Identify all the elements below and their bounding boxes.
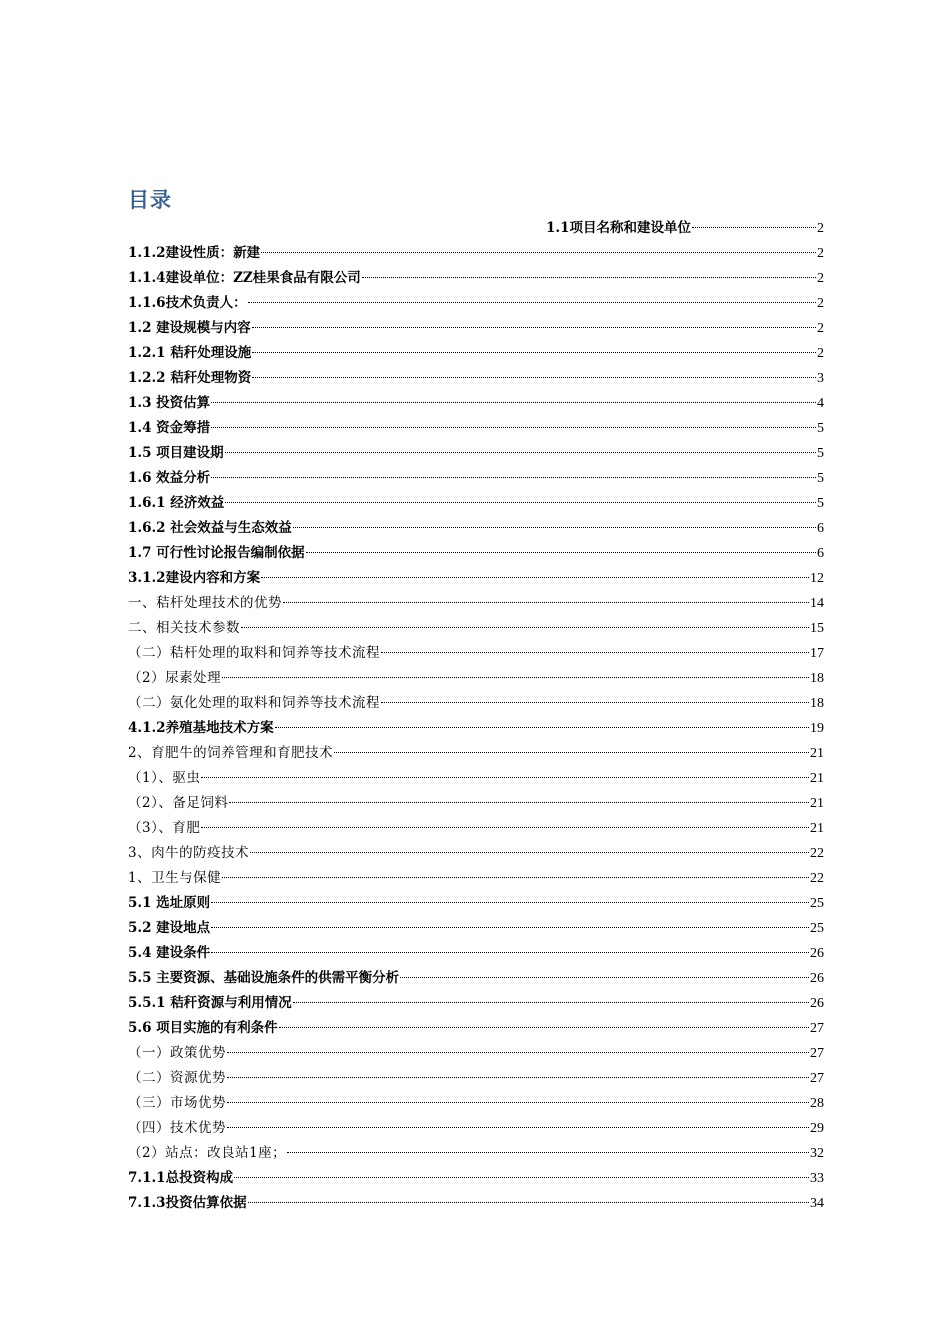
toc-entry[interactable] <box>128 1141 824 1166</box>
toc-entry-page-number: 3 <box>817 371 824 386</box>
toc-entry-page-number: 5 <box>817 496 824 511</box>
toc-entry-label: 5.6 项目实施的有利条件 <box>128 1020 278 1036</box>
toc-entry-page-number: 27 <box>810 1046 824 1061</box>
toc-dot-leader <box>201 777 809 778</box>
toc-entry-page-number: 6 <box>817 546 824 561</box>
toc-entry-label: 1.6 效益分析 <box>128 470 211 486</box>
toc-entry-label: 7.1.3投资估算依据 <box>128 1195 247 1211</box>
toc-entry-label: 1.4 资金筹措 <box>128 420 211 436</box>
toc-dot-leader <box>362 277 816 278</box>
toc-entry-label: （2）站点：改良站1座； <box>128 1145 287 1161</box>
toc-dot-leader <box>381 652 809 653</box>
toc-dot-leader <box>211 927 809 928</box>
toc-entry[interactable] <box>128 641 824 666</box>
toc-dot-leader <box>211 477 816 478</box>
toc-entry[interactable] <box>128 416 824 441</box>
toc-dot-leader <box>252 377 816 378</box>
toc-dot-leader <box>222 677 809 678</box>
toc-entry[interactable] <box>128 916 824 941</box>
toc-entry[interactable] <box>128 1191 824 1216</box>
toc-entry-label: （二）氨化处理的取料和饲养等技术流程 <box>128 695 380 711</box>
toc-dot-leader <box>250 852 809 853</box>
toc-dot-leader <box>283 602 809 603</box>
toc-dot-leader <box>225 502 816 503</box>
toc-dot-leader <box>252 327 816 328</box>
toc-entry[interactable] <box>128 691 824 716</box>
toc-entry-page-number: 2 <box>817 271 824 286</box>
toc-entry-label: 1.1项目名称和建设单位 <box>546 220 691 236</box>
toc-title: 目录 <box>128 188 172 212</box>
toc-entry[interactable] <box>128 1041 824 1066</box>
toc-entry-label: 1.1.4建设单位：ZZ桂果食品有限公司 <box>128 270 361 286</box>
toc-entry-page-number: 15 <box>810 621 824 636</box>
toc-entry-label: 4.1.2养殖基地技术方案 <box>128 720 274 736</box>
toc-entry-page-number: 22 <box>810 871 824 886</box>
toc-dot-leader <box>227 1052 809 1053</box>
toc-dot-leader <box>234 1177 809 1178</box>
toc-entry[interactable] <box>128 1166 824 1191</box>
toc-entry-label: 1.5 项目建设期 <box>128 445 224 461</box>
toc-entry-label: （二）资源优势 <box>128 1070 226 1086</box>
toc-dot-leader <box>248 302 816 303</box>
toc-entry[interactable] <box>128 741 824 766</box>
toc-entry-label: 1.7 可行性讨论报告编制依据 <box>128 545 305 561</box>
toc-entry[interactable] <box>128 516 824 541</box>
toc-entry[interactable] <box>128 1091 824 1116</box>
toc-dot-leader <box>261 252 816 253</box>
toc-entry-label: 1.6.2 社会效益与生态效益 <box>128 520 292 536</box>
toc-entry[interactable] <box>128 1016 824 1041</box>
toc-entry-label: 3.1.2建设内容和方案 <box>128 570 261 586</box>
toc-dot-leader <box>241 627 809 628</box>
toc-entry[interactable] <box>128 491 824 516</box>
toc-entry-label: 5.2 建设地点 <box>128 920 211 936</box>
toc-entry-label: （2）、备足饲料 <box>128 795 229 811</box>
toc-entry-page-number: 28 <box>810 1096 824 1111</box>
toc-entry[interactable] <box>128 1066 824 1091</box>
toc-entry-page-number: 12 <box>810 571 824 586</box>
toc-entry-label: （一）政策优势 <box>128 1045 226 1061</box>
toc-entry[interactable] <box>128 541 824 566</box>
toc-entry-page-number: 29 <box>810 1121 824 1136</box>
toc-dot-leader <box>229 802 809 803</box>
toc-entry-page-number: 33 <box>810 1171 824 1186</box>
toc-dot-leader <box>252 352 816 353</box>
toc-entry-page-number: 19 <box>810 721 824 736</box>
toc-entry-label: 5.5 主要资源、基础设施条件的供需平衡分析 <box>128 970 400 986</box>
toc-entry-page-number: 25 <box>810 896 824 911</box>
toc-entry[interactable] <box>128 591 824 616</box>
toc-entry-label: 5.5.1 秸秆资源与利用情况 <box>128 995 292 1011</box>
toc-entry-label: 1.3 投资估算 <box>128 395 211 411</box>
toc-entry-page-number: 26 <box>810 971 824 986</box>
toc-entry[interactable] <box>128 566 824 591</box>
toc-entry-label: （3）、育肥 <box>128 820 201 836</box>
toc-dot-leader <box>287 1152 809 1153</box>
toc-entry-page-number: 22 <box>810 846 824 861</box>
toc-entry[interactable] <box>128 216 824 241</box>
toc-entry-label: （2）尿素处理 <box>128 670 222 686</box>
toc-entry-page-number: 4 <box>817 396 824 411</box>
toc-entry-label: （二）秸杆处理的取料和饲养等技术流程 <box>128 645 380 661</box>
toc-entry-page-number: 21 <box>810 771 824 786</box>
toc-entry-label: 一、秸杆处理技术的优势 <box>128 595 282 611</box>
toc-entry-page-number: 5 <box>817 446 824 461</box>
toc-dot-leader <box>692 227 816 228</box>
toc-entry-page-number: 21 <box>810 746 824 761</box>
toc-entry-page-number: 27 <box>810 1021 824 1036</box>
toc-entry-page-number: 21 <box>810 796 824 811</box>
toc-entry-page-number: 21 <box>810 821 824 836</box>
toc-entry-page-number: 25 <box>810 921 824 936</box>
toc-entry-label: 1.2.1 秸秆处理设施 <box>128 345 252 361</box>
toc-dot-leader <box>261 577 809 578</box>
toc-dot-leader <box>225 452 816 453</box>
toc-entry[interactable] <box>128 866 824 891</box>
toc-entry[interactable] <box>128 966 824 991</box>
toc-entry-label: 1.6.1 经济效益 <box>128 495 225 511</box>
toc-entry-label: 1.2.2 秸秆处理物资 <box>128 370 252 386</box>
toc-dot-leader <box>211 402 816 403</box>
toc-entry[interactable] <box>128 241 824 266</box>
toc-entry-page-number: 17 <box>810 646 824 661</box>
toc-dot-leader <box>248 1202 809 1203</box>
toc-entry[interactable] <box>128 991 824 1016</box>
toc-entry-label: 1.2 建设规模与内容 <box>128 320 251 336</box>
toc-entry[interactable] <box>128 466 824 491</box>
toc-dot-leader <box>293 1002 809 1003</box>
toc-entry[interactable] <box>128 666 824 691</box>
toc-dot-leader <box>211 902 809 903</box>
toc-entry-label: 1、卫生与保健 <box>128 870 222 886</box>
toc-entry-page-number: 26 <box>810 946 824 961</box>
toc-entry[interactable] <box>128 341 824 366</box>
toc-dot-leader <box>400 977 809 978</box>
toc-entry-label: 二、相关技术参数 <box>128 620 240 636</box>
toc-dot-leader <box>334 752 809 753</box>
toc-entry[interactable] <box>128 441 824 466</box>
toc-entry-label: （四）技术优势 <box>128 1120 226 1136</box>
toc-entry[interactable] <box>128 841 824 866</box>
toc-entry-page-number: 5 <box>817 421 824 436</box>
toc-entry[interactable] <box>128 316 824 341</box>
toc-entry-label: 5.4 建设条件 <box>128 945 211 961</box>
toc-entry-label: 5.1 选址原则 <box>128 895 211 911</box>
toc-entry-label: 3、肉牛的防疫技术 <box>128 845 250 861</box>
toc-dot-leader <box>227 1102 809 1103</box>
toc-dot-leader <box>227 1077 809 1078</box>
toc-entry-page-number: 2 <box>817 296 824 311</box>
toc-entry[interactable] <box>128 291 824 316</box>
toc-entry-page-number: 27 <box>810 1071 824 1086</box>
toc-entry[interactable] <box>128 891 824 916</box>
toc-entry-page-number: 5 <box>817 471 824 486</box>
toc-entry[interactable] <box>128 941 824 966</box>
toc-entry-page-number: 6 <box>817 521 824 536</box>
toc-entry[interactable] <box>128 391 824 416</box>
toc-entry-page-number: 26 <box>810 996 824 1011</box>
toc-dot-leader <box>211 427 816 428</box>
toc-entry-label: 1.1.2建设性质：新建 <box>128 245 261 261</box>
toc-entry-label: 7.1.1总投资构成 <box>128 1170 234 1186</box>
toc-entry[interactable] <box>128 791 824 816</box>
toc-entry[interactable] <box>128 766 824 791</box>
toc-entry-page-number: 14 <box>810 596 824 611</box>
toc-entry-page-number: 2 <box>817 221 824 236</box>
toc-entry-label: 1.1.6技术负责人： <box>128 295 247 311</box>
toc-entry-page-number: 2 <box>817 321 824 336</box>
toc-entry-page-number: 2 <box>817 246 824 261</box>
toc-dot-leader <box>381 702 809 703</box>
toc-entry-page-number: 18 <box>810 671 824 686</box>
toc-entry-label: （三）市场优势 <box>128 1095 226 1111</box>
toc-dot-leader <box>279 1027 809 1028</box>
toc-dot-leader <box>306 552 816 553</box>
toc-dot-leader <box>227 1127 809 1128</box>
toc-entry-page-number: 2 <box>817 346 824 361</box>
toc-entry[interactable] <box>128 266 824 291</box>
toc-dot-leader <box>201 827 809 828</box>
toc-dot-leader <box>211 952 809 953</box>
toc-entry[interactable] <box>128 366 824 391</box>
toc-list <box>128 216 824 1216</box>
toc-dot-leader <box>222 877 809 878</box>
toc-entry[interactable] <box>128 816 824 841</box>
toc-entry[interactable] <box>128 1116 824 1141</box>
toc-entry-page-number: 34 <box>810 1196 824 1211</box>
toc-entry-label: （1）、驱虫 <box>128 770 201 786</box>
toc-entry-page-number: 18 <box>810 696 824 711</box>
toc-entry[interactable] <box>128 616 824 641</box>
toc-entry-label: 2、育肥牛的饲养管理和育肥技术 <box>128 745 334 761</box>
toc-entry[interactable] <box>128 716 824 741</box>
toc-dot-leader <box>293 527 816 528</box>
toc-dot-leader <box>275 727 809 728</box>
toc-entry-page-number: 32 <box>810 1146 824 1161</box>
